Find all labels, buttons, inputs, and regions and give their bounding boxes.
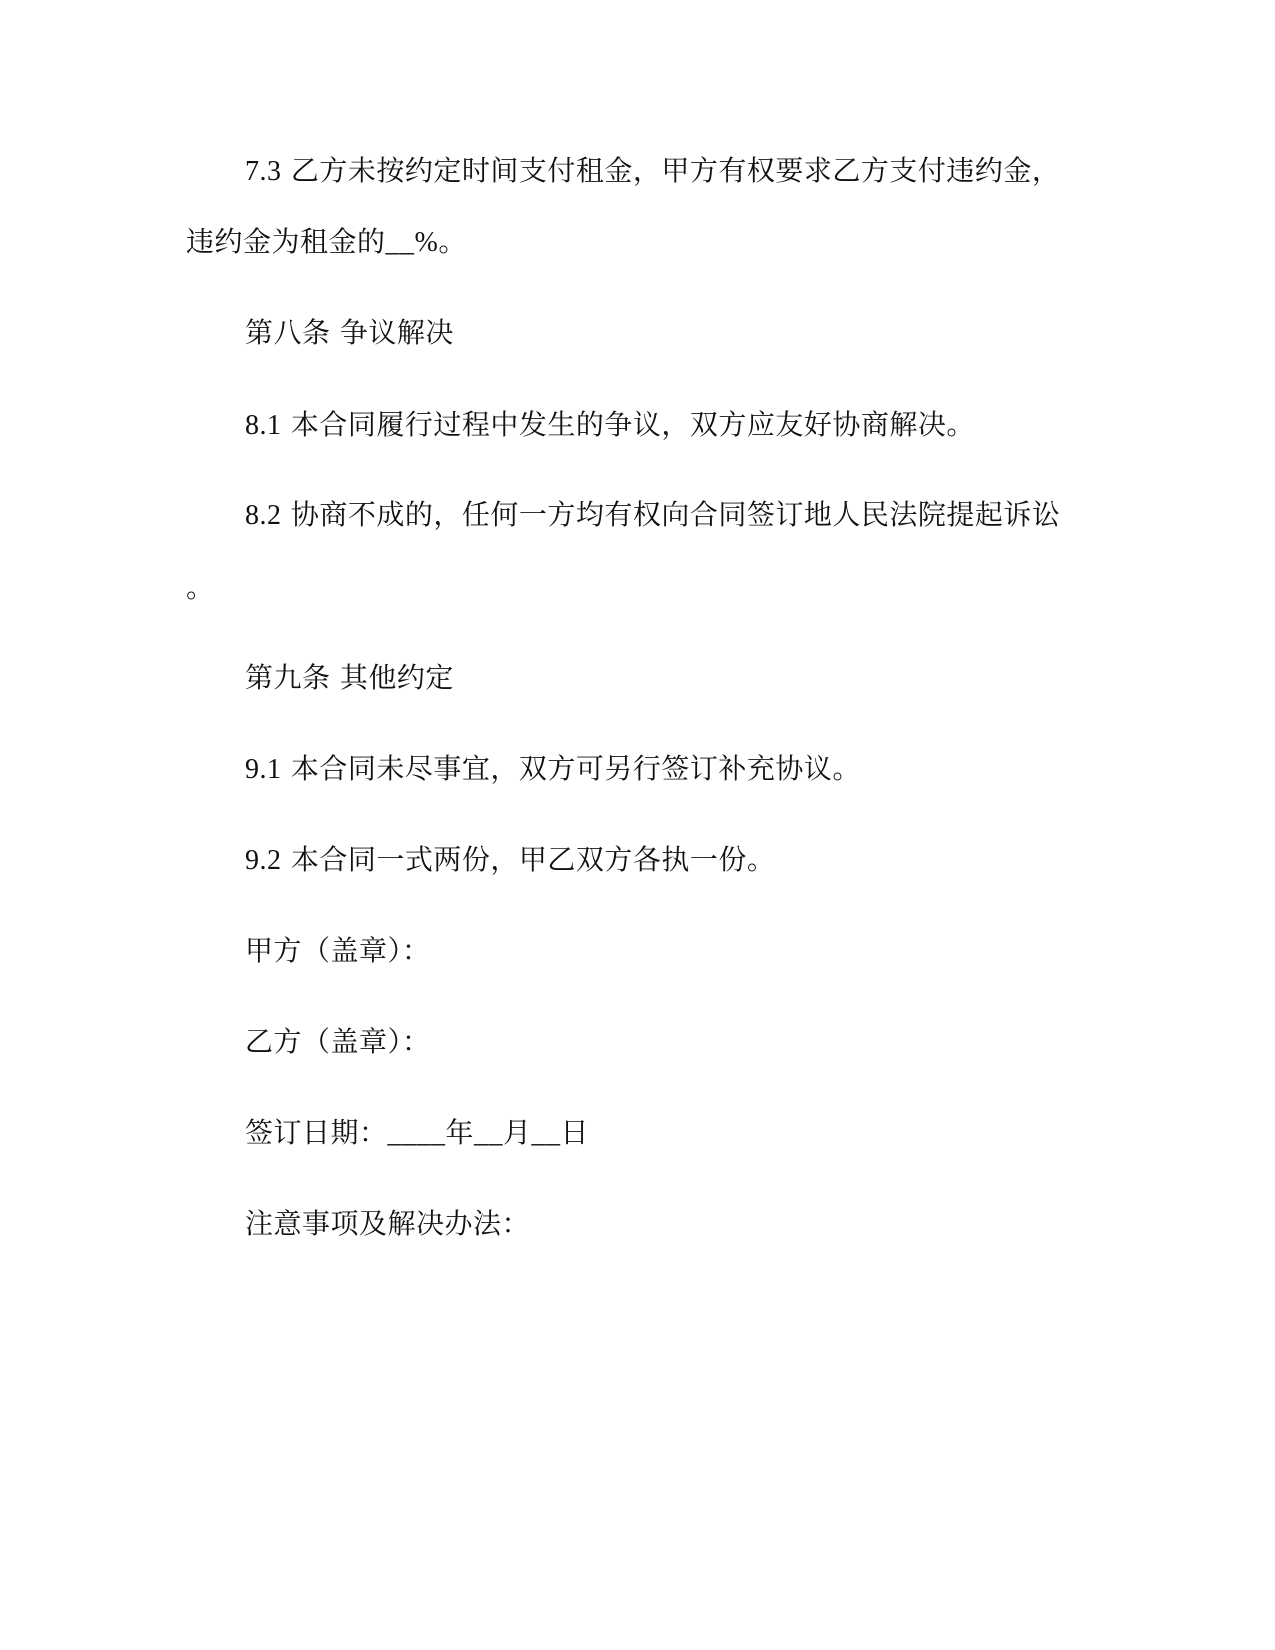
day-label: 日: [560, 1116, 590, 1149]
clause-9-1-text: 本合同未尽事宜，双方可另行签订补充协议。: [290, 752, 861, 785]
clause-8-1-text: 本合同履行过程中发生的争议，双方应友好协商解决。: [290, 408, 975, 441]
clause-7-3-end: 。: [438, 225, 467, 258]
clause-9-1: [245, 751, 861, 788]
clause-8-1-number: 8.1: [245, 410, 282, 441]
sign-date: [245, 1115, 589, 1152]
year-blank: ____: [387, 1118, 446, 1149]
year-label: 年: [445, 1116, 475, 1149]
clause-8-2-wrap: 。: [186, 571, 215, 604]
day-blank: __: [531, 1118, 561, 1149]
notes-heading: 注意事项及解决办法：: [245, 1207, 531, 1240]
clause-7-3-continuation: 违约金为租金的: [186, 225, 386, 258]
penalty-percent-blank: __%: [385, 227, 439, 258]
clause-9-1-number: 9.1: [245, 754, 282, 785]
article-9-heading: 第九条 其他约定: [245, 661, 454, 694]
clause-7-3-number: 7.3: [245, 156, 282, 187]
clause-8-1: [245, 407, 975, 444]
clause-8-2-number: 8.2: [245, 500, 282, 531]
clause-7-3-text: 乙方未按约定时间支付租金，甲方有权要求乙方支付违约金，: [290, 154, 1061, 187]
sign-date-label: 签订日期：: [245, 1116, 388, 1149]
clause-7-3-line-1: [245, 153, 1060, 190]
clause-8-2-text: 协商不成的，任何一方均有权向合同签订地人民法院提起诉讼: [290, 498, 1061, 531]
clause-7-3-line-2: [186, 224, 467, 261]
clause-9-2: [245, 842, 775, 879]
party-b-seal: 乙方（盖章）：: [245, 1025, 431, 1058]
month-blank: __: [474, 1118, 504, 1149]
article-8-heading: 第八条 争议解决: [245, 316, 454, 349]
party-a-seal: 甲方（盖章）：: [245, 934, 431, 967]
month-label: 月: [503, 1116, 532, 1149]
clause-9-2-number: 9.2: [245, 845, 282, 876]
clause-9-2-text: 本合同一式两份，甲乙双方各执一份。: [290, 843, 776, 876]
clause-8-2: [245, 497, 1060, 534]
